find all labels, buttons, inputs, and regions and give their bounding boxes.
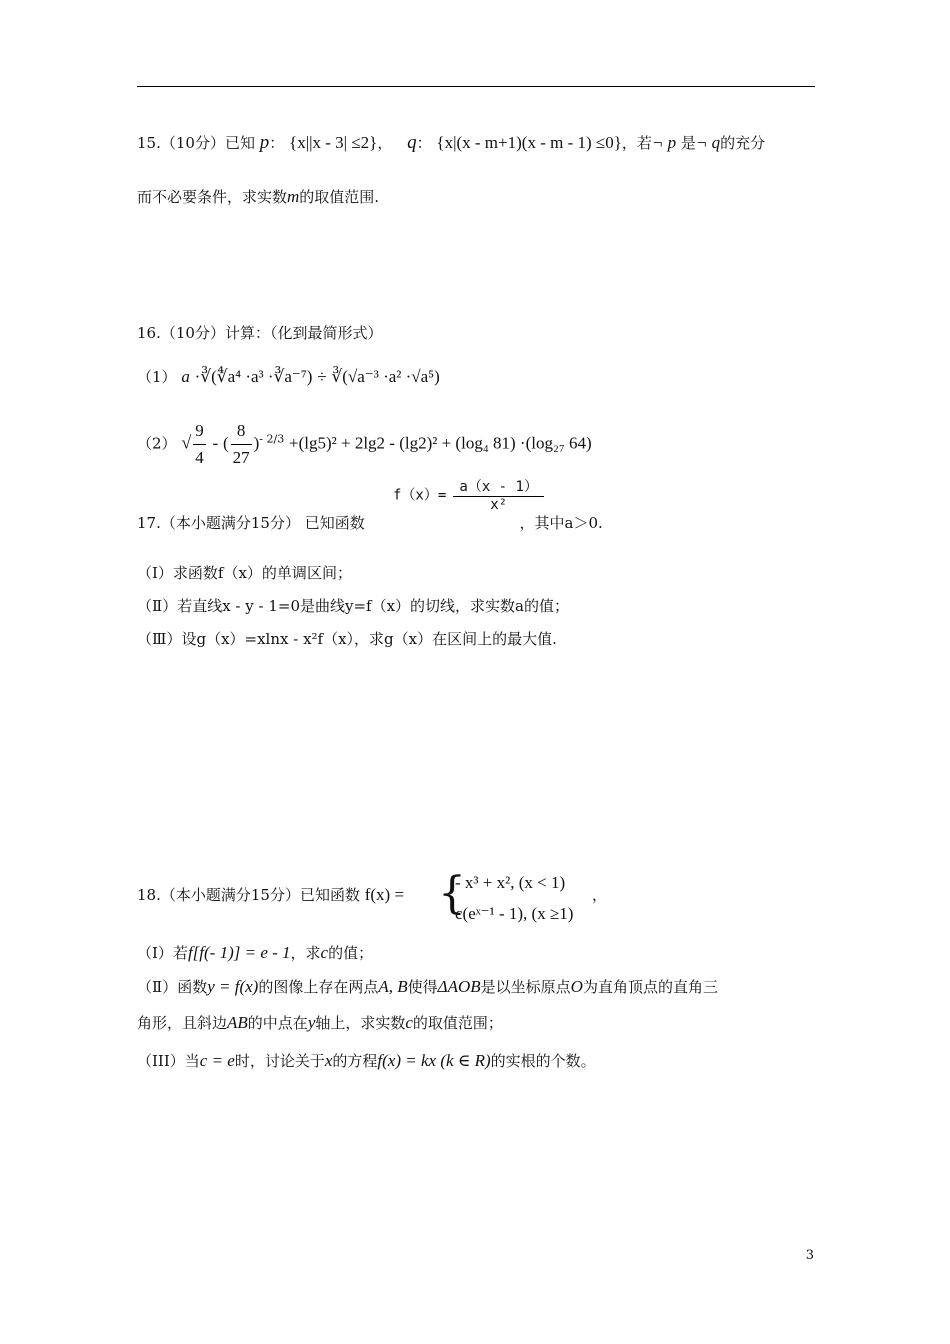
q18-p3-b: 时，讨论关于	[234, 1052, 325, 1070]
q15-line2a: 而不必要条件，求实数	[137, 188, 288, 206]
q17-formula-den: x²	[490, 497, 508, 513]
q15-colon: ：	[269, 134, 285, 152]
q16-p1-label: （1）	[137, 368, 177, 386]
q17-part2: （Ⅱ）若直线x - y - 1=0是曲线y=f（x）的切线，求实数a的值；	[137, 597, 569, 615]
q15-colon-2: ：	[416, 134, 432, 152]
q18-p3-c2: 的方程	[332, 1052, 378, 1070]
q18-p2-l2b: 的中点在	[247, 1014, 308, 1032]
q16-p2-rest: +(lg5)² + 2lg2 - (lg2)² + (log₄ 81) ·(log₂₇ 64)	[289, 433, 592, 453]
q17-tail: ，其中a＞0.	[519, 514, 603, 532]
q18-p2-cvar: c	[405, 1013, 413, 1032]
q18-p1-c: c	[320, 943, 329, 962]
q15-q-set: {x|(x - m+1)(x - m - 1) ≤0}	[436, 133, 622, 152]
q16-frac2	[231, 418, 252, 471]
q16-exponent: - 2/3	[259, 432, 285, 446]
q15-comma: ，	[377, 134, 393, 152]
q15-p-set: {x||x - 3| ≤2}	[289, 133, 378, 152]
q16-minus: -	[212, 433, 219, 453]
q18-case2	[455, 903, 573, 925]
q18-p2-d: 是以坐标原点	[480, 978, 571, 996]
q18-p1-a: （Ⅰ）若	[137, 944, 188, 962]
q18-p1-eq: f[f(- 1)] = e - 1	[187, 943, 291, 962]
q18-p3-d: 的实根的个数。	[490, 1052, 596, 1070]
q16-frac1-num: 9	[193, 418, 206, 445]
q15-q-label: q	[407, 132, 417, 153]
q16-paren-close: )	[253, 433, 260, 453]
q16-part1	[137, 366, 440, 388]
q18-p1-d: 的值；	[328, 944, 374, 962]
q18-lead-line	[137, 884, 404, 906]
q16-p1-div: ÷	[317, 367, 327, 386]
q15-is: 是	[680, 134, 696, 152]
q18-case2-text: c(eˣ⁻¹ - 1), (x ≥1)	[455, 904, 574, 923]
q15-score: （10分）	[160, 134, 225, 152]
q18-p2-l2c: 轴上，求实数	[315, 1014, 406, 1032]
q18-lead: 18.（本小题满分15分）已知函数	[137, 886, 360, 904]
q16-frac2-den: 27	[232, 448, 250, 467]
q17-part3: （Ⅲ）设g（x）=xlnx - x²f（x），求g（x）在区间上的最大值.	[137, 630, 557, 648]
q18-p2-c: 使得	[407, 978, 438, 996]
q18-p2-tri: ΔAOB	[437, 977, 481, 996]
q15-not-p: ¬ p	[651, 133, 677, 152]
q18-p2-y: y = f(x)	[207, 977, 259, 996]
q16-p2-label: （2）	[137, 434, 177, 453]
q18-p2-AB: AB	[227, 1013, 248, 1032]
q17-formula-frac	[453, 476, 544, 513]
q16-header: 16.（10分）计算：（化到最简形式）	[137, 324, 383, 342]
q16-frac2-num: 8	[231, 418, 252, 445]
q16-part2	[137, 418, 592, 471]
q16-p1-expr-left: ·∛(∜a⁴ ·a³ ·∛a⁻⁷)	[194, 367, 313, 386]
q18-p3-x: x	[324, 1051, 333, 1070]
brace-icon: {	[438, 868, 466, 919]
q16-p1-a: a	[181, 367, 190, 386]
q15-line2	[137, 186, 379, 208]
q18-p1-b: ，求	[290, 944, 321, 962]
q18-p3-a: （III）当	[137, 1052, 200, 1070]
q16-paren-open: (	[222, 433, 229, 453]
q15-number: 15.	[137, 134, 161, 152]
q18-case1-text: - x³ + x², (x < 1)	[455, 873, 566, 892]
q16-p1-expr-right: ∛(√a⁻³ ·a² ·√a⁵)	[331, 367, 440, 386]
q18-p2-l2a: 角形，且斜边	[137, 1014, 228, 1032]
q18-p3-c: c = e	[199, 1051, 235, 1070]
q17-lead-line	[137, 512, 603, 534]
q15-tail: 的充分	[720, 134, 766, 152]
q18-p2-o: O	[570, 977, 583, 996]
q16-frac1-den: 4	[195, 448, 204, 467]
q17-formula-num: a（x - 1）	[453, 476, 544, 497]
q15-lead: 已知	[224, 134, 255, 152]
q15-not-q: ¬ q	[695, 133, 721, 152]
page-number: 3	[805, 1248, 814, 1263]
q18-f-lhs: f(x) =	[364, 885, 405, 904]
q18-p2-l2d: 的取值范围；	[412, 1014, 503, 1032]
q18-part2-line2	[137, 1012, 503, 1034]
q16-frac1	[193, 418, 206, 471]
q18-p2-b: 的图像上存在两点	[258, 978, 379, 996]
q18-case1	[455, 872, 565, 894]
q18-p2-ab: A, B	[378, 977, 408, 996]
q18-p2-a: （Ⅱ）函数	[137, 978, 208, 996]
q15-line1	[137, 132, 765, 154]
q15-mid: ，若	[621, 134, 652, 152]
q17-part1: （Ⅰ）求函数f（x）的单调区间；	[137, 564, 352, 582]
q18-p2-yaxis: y	[307, 1013, 316, 1032]
q15-var-m: m	[287, 187, 300, 206]
header-rule	[137, 86, 815, 87]
q15-line2b: 的取值范围.	[299, 188, 380, 206]
q18-part3	[137, 1050, 596, 1072]
q17-formula	[393, 476, 546, 513]
q18-comma: ，	[592, 886, 608, 904]
sqrt-icon: √	[181, 432, 192, 453]
q17-lead: 17.（本小题满分15分） 已知函数	[137, 514, 365, 532]
q18-p3-eq: f(x) = kx (k ∈ R)	[377, 1051, 491, 1070]
q18-p2-e: 为直角顶点的直角三	[582, 978, 718, 996]
q15-p-label: p	[259, 132, 270, 153]
q18-part1	[137, 942, 373, 964]
q17-formula-lhs: f（x）=	[393, 487, 447, 504]
q18-part2-line1	[137, 976, 718, 998]
